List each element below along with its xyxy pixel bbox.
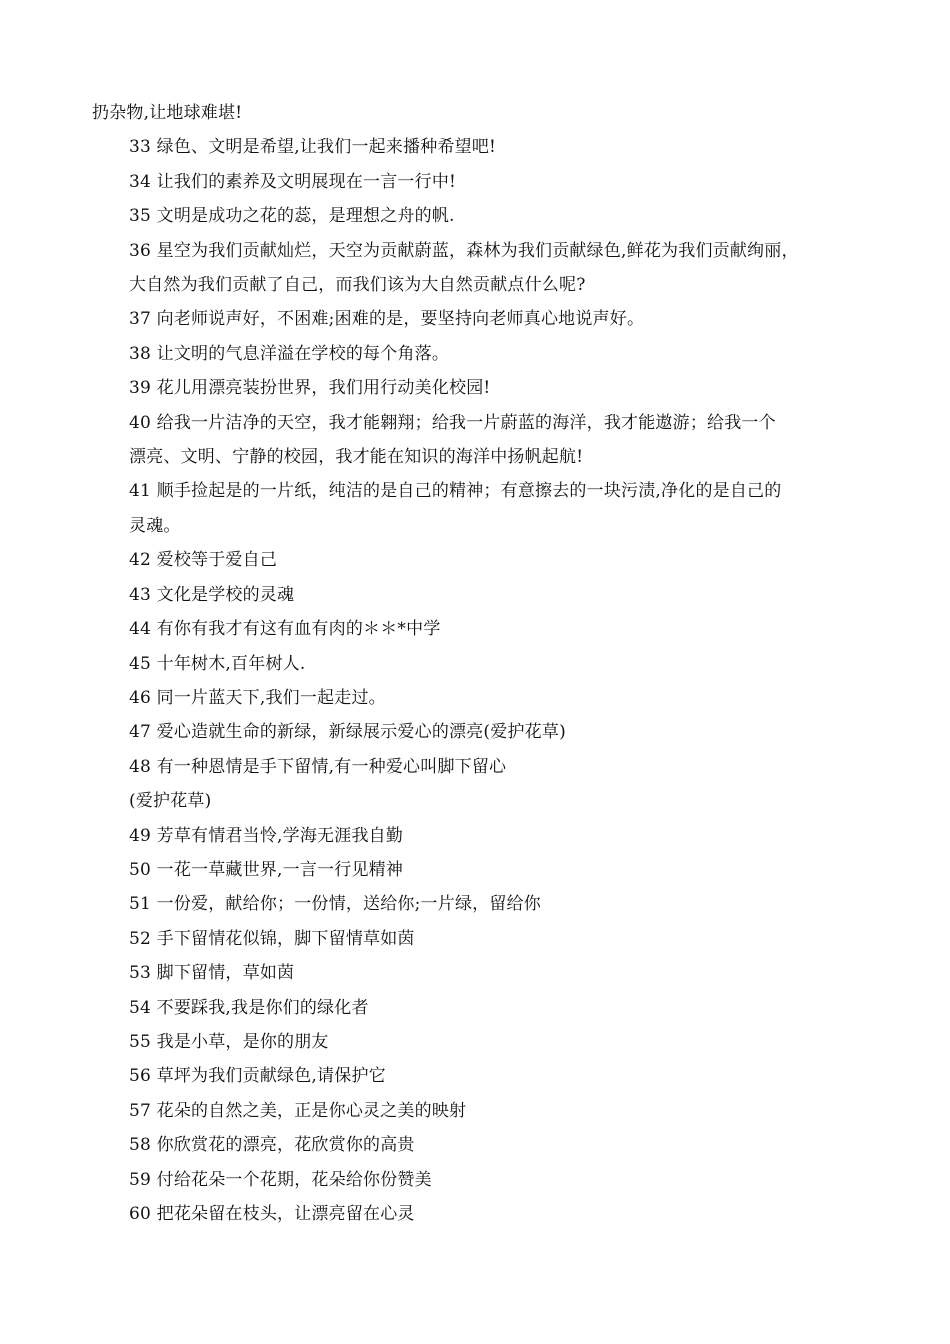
document-paragraph xyxy=(92,165,864,199)
document-paragraph xyxy=(92,130,864,164)
document-paragraph xyxy=(92,819,864,853)
paragraph-line: 57 花朵的自然之美，正是你心灵之美的映射 xyxy=(129,1100,467,1121)
paragraph-line: (爱护花草) xyxy=(129,791,212,812)
document-paragraph xyxy=(92,1197,864,1231)
document-paragraph xyxy=(92,1025,864,1059)
paragraph-line: 58 你欣赏花的漂亮，花欣赏你的高贵 xyxy=(129,1135,415,1156)
paragraph-line: 39 花儿用漂亮装扮世界，我们用行动美化校园! xyxy=(129,378,491,399)
paragraph-line: 56 草坪为我们贡献绿色,请保护它 xyxy=(129,1066,386,1087)
paragraph-line: 漂亮、文明、宁静的校园，我才能在知识的海洋中扬帆起航! xyxy=(129,447,584,468)
document-paragraph xyxy=(92,1163,864,1197)
document-paragraph xyxy=(92,474,864,543)
paragraph-line: 49 芳草有情君当怜,学海无涯我自勤 xyxy=(129,825,404,846)
paragraph-line: 34 让我们的素养及文明展现在一言一行中! xyxy=(129,171,457,192)
paragraph-line: 灵魂。 xyxy=(129,515,181,536)
paragraph-line: 51 一份爱，献给你；一份情，送给你;一片绿，留给你 xyxy=(129,894,541,915)
document-paragraph xyxy=(92,750,864,784)
document-paragraph xyxy=(92,371,864,405)
document-paragraph xyxy=(92,922,864,956)
paragraph-line: 35 文明是成功之花的蕊，是理想之舟的帆. xyxy=(129,206,455,227)
paragraph-line: 52 手下留情花似锦，脚下留情草如茵 xyxy=(129,928,415,949)
document-paragraph xyxy=(92,96,864,130)
paragraph-line: 43 文化是学校的灵魂 xyxy=(129,584,295,605)
paragraph-line: 40 给我一片洁净的天空，我才能翱翔；给我一片蔚蓝的海洋，我才能遨游；给我一个 xyxy=(129,412,776,433)
document-paragraph xyxy=(92,337,864,371)
document-paragraph xyxy=(92,543,864,577)
document-paragraph xyxy=(92,991,864,1025)
document-paragraph xyxy=(92,199,864,233)
paragraph-line: 42 爱校等于爱自己 xyxy=(129,550,278,571)
document-body xyxy=(92,96,864,1231)
paragraph-line: 扔杂物,让地球难堪! xyxy=(92,103,243,123)
document-paragraph xyxy=(92,612,864,646)
paragraph-line: 50 一花一草藏世界,一言一行见精神 xyxy=(129,859,404,880)
document-paragraph xyxy=(92,784,864,818)
document-paragraph xyxy=(92,853,864,887)
paragraph-line: 45 十年树木,百年树人. xyxy=(129,653,306,674)
document-paragraph xyxy=(92,302,864,336)
paragraph-line: 37 向老师说声好，不困难;困难的是，要坚持向老师真心地说声好。 xyxy=(129,309,645,330)
paragraph-line: 大自然为我们贡献了自己，而我们该为大自然贡献点什么呢? xyxy=(129,275,586,296)
paragraph-line: 55 我是小草，是你的朋友 xyxy=(129,1031,329,1052)
paragraph-line: 33 绿色、文明是希望,让我们一起来播种希望吧! xyxy=(129,137,497,158)
document-paragraph xyxy=(92,715,864,749)
document-paragraph xyxy=(92,1059,864,1093)
document-paragraph xyxy=(92,234,864,303)
paragraph-line: 47 爱心造就生命的新绿，新绿展示爱心的漂亮(爱护花草) xyxy=(129,722,566,743)
paragraph-line: 59 付给花朵一个花期，花朵给你份赞美 xyxy=(129,1169,432,1190)
paragraph-line: 41 顺手捡起是的一片纸，纯洁的是自己的精神；有意擦去的一块污渍,净化的是自己的 xyxy=(129,481,782,502)
document-paragraph xyxy=(92,956,864,990)
document-paragraph xyxy=(92,1094,864,1128)
paragraph-line: 44 有你有我才有这有血有肉的＊＊*中学 xyxy=(129,619,441,640)
paragraph-line: 54 不要踩我,我是你们的绿化者 xyxy=(129,997,369,1018)
document-paragraph xyxy=(92,578,864,612)
document-paragraph xyxy=(92,681,864,715)
document-paragraph xyxy=(92,1128,864,1162)
paragraph-line: 36 星空为我们贡献灿烂，天空为贡献蔚蓝，森林为我们贡献绿色,鲜花为我们贡献绚丽， xyxy=(129,240,799,261)
document-paragraph xyxy=(92,647,864,681)
paragraph-line: 53 脚下留情，草如茵 xyxy=(129,963,295,984)
paragraph-line: 46 同一片蓝天下,我们一起走过。 xyxy=(129,687,386,708)
paragraph-line: 48 有一种恩情是手下留情,有一种爱心叫脚下留心 xyxy=(129,756,507,777)
paragraph-line: 60 把花朵留在枝头，让漂亮留在心灵 xyxy=(129,1204,415,1224)
document-paragraph xyxy=(92,406,864,475)
document-paragraph xyxy=(92,887,864,921)
paragraph-line: 38 让文明的气息洋溢在学校的每个角落。 xyxy=(129,343,450,364)
